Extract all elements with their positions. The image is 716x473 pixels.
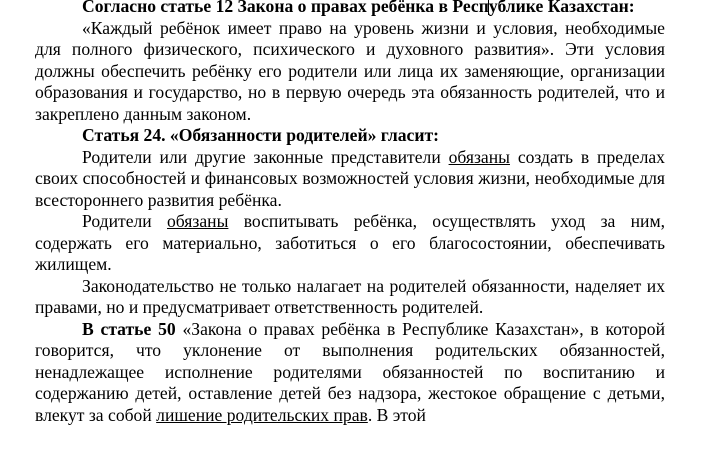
text-before: Родители или другие законные представители (82, 146, 449, 167)
paragraph-legislation-responsibility[interactable] (35, 276, 665, 319)
article-12-heading-part-b: ублике Казахстан: (488, 0, 635, 16)
underlined-obliged: обязаны (167, 211, 229, 231)
article-24-heading: Статья 24. «Обязанности родителей» гласит: (82, 125, 439, 145)
paragraph-article-12-quote[interactable] (35, 18, 665, 126)
legislation-text: Законодательство не только налагает на родителей обязанности, наделяет их правами, но и предусматривает ответственность родителей. (35, 275, 665, 317)
paragraph-parents-obliged-upbringing[interactable] (35, 211, 665, 276)
paragraph-parents-obliged-conditions[interactable] (35, 147, 665, 212)
document-body (35, 0, 665, 426)
article-12-heading-part-a: Согласно статье 12 Закона о правах ребёнка в Респ (82, 0, 489, 16)
underlined-obliged: обязаны (448, 146, 510, 167)
article-50-after: . В этой (367, 404, 426, 425)
paragraph-article-50[interactable] (35, 319, 665, 427)
article-12-quote-text: «Каждый ребёнок имеет право на уровень жизни и условия, необходимые для полного физического, психического и духовного развития». Эти условия должны обеспечить ребёнку его родители или лица их заменяющие, организации образования и государство, но в первую очередь эта обязанность родителей, что и закреплено данным законом. (35, 17, 665, 124)
paragraph-article-24-heading[interactable] (35, 125, 665, 147)
paragraph-article-12-heading[interactable] (35, 0, 665, 18)
text-after: воспитывать ребёнка, осуществлять уход за ним, содержать его материально, заботиться о его благосостоянии, обеспечивать жилищем. (35, 211, 665, 274)
underlined-deprivation: лишение родительских прав (156, 404, 368, 425)
text-before: Родители (82, 211, 167, 231)
article-50-bold: В статье 50 (82, 318, 176, 339)
text-after: создать в пределах своих способностей и финансовых возможностей условия жизни, необходимые для всестороннего развития ребёнка. (35, 146, 665, 210)
article-50-middle: «Закона о правах ребёнка в Республике Казахстан», в которой говорится, что уклонение от выполнения родительских обязанностей, ненадлежащее исполнение родителями обязанностей по воспитанию и содержанию детей, оставление детей без надзора, жестокое обращение с детьми, влекут за собой (35, 318, 666, 425)
